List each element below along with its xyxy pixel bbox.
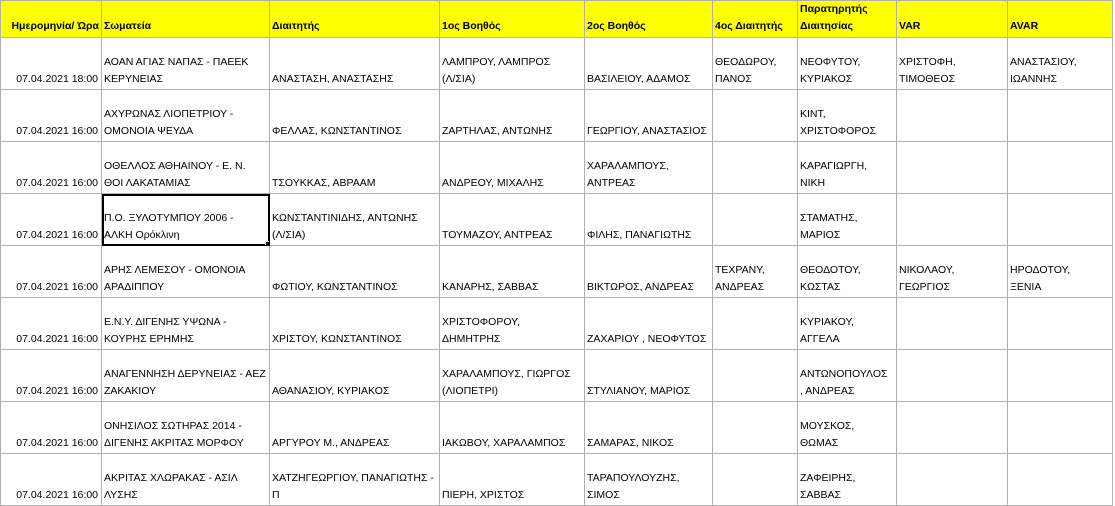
table-row bbox=[1, 90, 1113, 142]
referee-cell[interactable]: ΑΝΑΣΤΑΣΗ, ΑΝΑΣΤΑΣΗΣ bbox=[270, 38, 440, 90]
fourth-official-cell[interactable]: ΘΕΟΔΩΡΟΥ, ΠΑΝΟΣ bbox=[713, 38, 798, 90]
referee-cell[interactable]: ΦΩΤΙΟΥ, ΚΩΝΣΤΑΝΤΙΝΟΣ bbox=[270, 246, 440, 298]
assistant-1-cell[interactable]: ΙΑΚΩΒΟΥ, ΧΑΡΑΛΑΜΠΟΣ bbox=[440, 402, 585, 454]
avar-cell[interactable] bbox=[1008, 298, 1113, 350]
referee-cell[interactable]: ΦΕΛΛΑΣ, ΚΩΝΣΤΑΝΤΙΝΟΣ bbox=[270, 90, 440, 142]
fourth-official-cell[interactable]: ΤΕΧΡΑΝΥ, ΑΝΔΡΕΑΣ bbox=[713, 246, 798, 298]
header-referee[interactable]: Διαιτητής bbox=[270, 1, 440, 38]
date-time-cell[interactable]: 07.04.2021 16:00 bbox=[1, 90, 102, 142]
assistant-2-cell[interactable]: ΤΑΡΑΠΟΥΛΟΥΖΗΣ, ΣΙΜΟΣ bbox=[585, 454, 713, 506]
header-row bbox=[1, 1, 1113, 38]
var-cell[interactable]: ΧΡΙΣΤΟΦΗ, ΤΙΜΟΘΕΟΣ bbox=[897, 38, 1008, 90]
var-cell[interactable] bbox=[897, 298, 1008, 350]
fourth-official-cell[interactable] bbox=[713, 142, 798, 194]
date-time-cell[interactable]: 07.04.2021 16:00 bbox=[1, 194, 102, 246]
var-cell[interactable] bbox=[897, 142, 1008, 194]
table-row bbox=[1, 402, 1113, 454]
clubs-cell[interactable]: Π.Ο. ΞΥΛΟΤΥΜΠΟΥ 2006 - ΑΛΚΗ Ορόκλινη bbox=[102, 194, 270, 246]
avar-cell[interactable] bbox=[1008, 350, 1113, 402]
assistant-2-cell[interactable]: ΒΙΚΤΩΡΟΣ, ΑΝΔΡΕΑΣ bbox=[585, 246, 713, 298]
assistant-1-cell[interactable]: ΛΑΜΠΡΟΥ, ΛΑΜΠΡΟΣ (Λ/ΣΙΑ) bbox=[440, 38, 585, 90]
clubs-cell[interactable]: ΑΧΥΡΩΝΑΣ ΛΙΟΠΕΤΡΙΟΥ - ΟΜΟΝΟΙΑ ΨΕΥΔΑ bbox=[102, 90, 270, 142]
date-time-cell[interactable]: 07.04.2021 16:00 bbox=[1, 350, 102, 402]
date-time-cell[interactable]: 07.04.2021 16:00 bbox=[1, 246, 102, 298]
header-assistant-1[interactable]: 1ος Βοηθός bbox=[440, 1, 585, 38]
observer-cell[interactable]: ΚΙΝΤ, ΧΡΙΣΤΟΦΟΡΟΣ bbox=[798, 90, 897, 142]
header-date-time[interactable]: Ημερομηνία/ Ώρα bbox=[1, 1, 102, 38]
clubs-cell[interactable]: ΟΘΕΛΛΟΣ ΑΘΗΑΙΝΟΥ - Ε. Ν. ΘΟΙ ΛΑΚΑΤΑΜΙΑΣ bbox=[102, 142, 270, 194]
avar-cell[interactable] bbox=[1008, 402, 1113, 454]
referee-cell[interactable]: ΚΩΝΣΤΑΝΤΙΝΙΔΗΣ, ΑΝΤΩΝΗΣ (Λ/ΣΙΑ) bbox=[270, 194, 440, 246]
observer-cell[interactable]: ΚΑΡΑΓΙΩΡΓΗ, ΝΙΚΗ bbox=[798, 142, 897, 194]
referee-cell[interactable]: ΧΑΤΖΗΓΕΩΡΓΙΟΥ, ΠΑΝΑΓΙΩΤΗΣ - Π bbox=[270, 454, 440, 506]
avar-cell[interactable]: ΗΡΟΔΟΤΟΥ, ΞΕΝΙΑ bbox=[1008, 246, 1113, 298]
var-cell[interactable]: ΝΙΚΟΛΑΟΥ, ΓΕΩΡΓΙΟΣ bbox=[897, 246, 1008, 298]
var-cell[interactable] bbox=[897, 90, 1008, 142]
var-cell[interactable] bbox=[897, 402, 1008, 454]
fourth-official-cell[interactable] bbox=[713, 298, 798, 350]
referee-cell[interactable]: ΧΡΙΣΤΟΥ, ΚΩΝΣΤΑΝΤΙΝΟΣ bbox=[270, 298, 440, 350]
header-clubs[interactable]: Σωματεία bbox=[102, 1, 270, 38]
assistant-2-cell[interactable]: ΒΑΣΙΛΕΙΟΥ, ΑΔΑΜΟΣ bbox=[585, 38, 713, 90]
assistant-1-cell[interactable]: ΧΑΡΑΛΑΜΠΟΥΣ, ΓΙΩΡΓΟΣ (ΛΙΟΠΕΤΡΙ) bbox=[440, 350, 585, 402]
assistant-1-cell[interactable]: ΖΑΡΤΗΛΑΣ, ΑΝΤΩΝΗΣ bbox=[440, 90, 585, 142]
assistant-2-cell[interactable]: ΦΙΛΗΣ, ΠΑΝΑΓΙΩΤΗΣ bbox=[585, 194, 713, 246]
avar-cell[interactable] bbox=[1008, 194, 1113, 246]
table-row bbox=[1, 38, 1113, 90]
observer-cell[interactable]: ΖΑΦΕΙΡΗΣ, ΣΑΒΒΑΣ bbox=[798, 454, 897, 506]
referee-cell[interactable]: ΤΣΟΥΚΚΑΣ, ΑΒΡΑΑΜ bbox=[270, 142, 440, 194]
clubs-cell[interactable]: ΑΚΡΙΤΑΣ ΧΛΩΡΑΚΑΣ - ΑΣΙΛ ΛΥΣΗΣ bbox=[102, 454, 270, 506]
fourth-official-cell[interactable] bbox=[713, 90, 798, 142]
header-var[interactable]: VAR bbox=[897, 1, 1008, 38]
avar-cell[interactable]: ΑΝΑΣΤΑΣΙΟΥ, ΙΩΑΝΝΗΣ bbox=[1008, 38, 1113, 90]
date-time-cell[interactable]: 07.04.2021 18:00 bbox=[1, 38, 102, 90]
clubs-cell[interactable]: Ε.Ν.Υ. ΔΙΓΕΝΗΣ ΥΨΩΝΑ - ΚΟΥΡΗΣ ΕΡΗΜΗΣ bbox=[102, 298, 270, 350]
date-time-cell[interactable]: 07.04.2021 16:00 bbox=[1, 142, 102, 194]
observer-cell[interactable]: ΚΥΡΙΑΚΟΥ, ΑΓΓΕΛΑ bbox=[798, 298, 897, 350]
table-row bbox=[1, 142, 1113, 194]
clubs-cell[interactable]: ΑΡΗΣ ΛΕΜΕΣΟΥ - ΟΜΟΝΟΙΑ ΑΡΑΔΙΠΠΟΥ bbox=[102, 246, 270, 298]
clubs-cell[interactable]: ΑΟΑΝ ΑΓΙΑΣ ΝΑΠΑΣ - ΠΑΕΕΚ ΚΕΡΥΝΕΙΑΣ bbox=[102, 38, 270, 90]
assistant-2-cell[interactable]: ΣΤΥΛΙΑΝΟΥ, ΜΑΡΙΟΣ bbox=[585, 350, 713, 402]
referee-cell[interactable]: ΑΘΑΝΑΣΙΟΥ, ΚΥΡΙΑΚΟΣ bbox=[270, 350, 440, 402]
fourth-official-cell[interactable] bbox=[713, 402, 798, 454]
observer-cell[interactable]: ΜΟΥΣΚΟΣ, ΘΩΜΑΣ bbox=[798, 402, 897, 454]
observer-cell[interactable]: ΣΤΑΜΑΤΗΣ, ΜΑΡΙΟΣ bbox=[798, 194, 897, 246]
clubs-cell[interactable]: ΟΝΗΣΙΛΟΣ ΣΩΤΗΡΑΣ 2014 - ΔΙΓΕΝΗΣ ΑΚΡΙΤΑΣ ΜΟΡΦΟΥ bbox=[102, 402, 270, 454]
table-row bbox=[1, 298, 1113, 350]
table-row bbox=[1, 194, 1113, 246]
date-time-cell[interactable]: 07.04.2021 16:00 bbox=[1, 454, 102, 506]
assistant-1-cell[interactable]: ΠΙΕΡΗ, ΧΡΙΣΤΟΣ bbox=[440, 454, 585, 506]
assistant-2-cell[interactable]: ΣΑΜΑΡΑΣ, ΝΙΚΟΣ bbox=[585, 402, 713, 454]
fourth-official-cell[interactable] bbox=[713, 350, 798, 402]
observer-cell[interactable]: ΝΕΟΦΥΤΟΥ, ΚΥΡΙΑΚΟΣ bbox=[798, 38, 897, 90]
header-fourth-official[interactable]: 4ος Διαιτητής bbox=[713, 1, 798, 38]
assistant-2-cell[interactable]: ΧΑΡΑΛΑΜΠΟΥΣ, ΑΝΤΡΕΑΣ bbox=[585, 142, 713, 194]
table-row bbox=[1, 246, 1113, 298]
header-assistant-2[interactable]: 2ος Βοηθός bbox=[585, 1, 713, 38]
date-time-cell[interactable]: 07.04.2021 16:00 bbox=[1, 298, 102, 350]
avar-cell[interactable] bbox=[1008, 90, 1113, 142]
assistant-1-cell[interactable]: ΚΑΝΑΡΗΣ, ΣΑΒΒΑΣ bbox=[440, 246, 585, 298]
avar-cell[interactable] bbox=[1008, 142, 1113, 194]
assistant-1-cell[interactable]: ΑΝΔΡΕΟΥ, ΜΙΧΑΛΗΣ bbox=[440, 142, 585, 194]
observer-cell[interactable]: ΘΕΟΔΟΤΟΥ, ΚΩΣΤΑΣ bbox=[798, 246, 897, 298]
referee-cell[interactable]: ΑΡΓΥΡΟΥ Μ., ΑΝΔΡΕΑΣ bbox=[270, 402, 440, 454]
header-referee-observer[interactable]: Παρατηρητής Διαιτησίας bbox=[798, 1, 897, 38]
assistant-1-cell[interactable]: ΤΟΥΜΑΖΟΥ, ΑΝΤΡΕΑΣ bbox=[440, 194, 585, 246]
clubs-cell[interactable]: ΑΝΑΓΕΝΝΗΣΗ ΔΕΡΥΝΕΙΑΣ - ΑΕΖ ΖΑΚΑΚΙΟΥ bbox=[102, 350, 270, 402]
var-cell[interactable] bbox=[897, 350, 1008, 402]
table-row bbox=[1, 350, 1113, 402]
header-avar[interactable]: AVAR bbox=[1008, 1, 1113, 38]
var-cell[interactable] bbox=[897, 194, 1008, 246]
fourth-official-cell[interactable] bbox=[713, 194, 798, 246]
assistant-2-cell[interactable]: ΓΕΩΡΓΙΟΥ, ΑΝΑΣΤΑΣΙΟΣ bbox=[585, 90, 713, 142]
assistant-1-cell[interactable]: ΧΡΙΣΤΟΦΟΡΟΥ, ΔΗΜΗΤΡΗΣ bbox=[440, 298, 585, 350]
date-time-cell[interactable]: 07.04.2021 16:00 bbox=[1, 402, 102, 454]
assistant-2-cell[interactable]: ΖΑΧΑΡΙΟΥ , ΝΕΟΦΥΤΟΣ bbox=[585, 298, 713, 350]
observer-cell[interactable]: ΑΝΤΩΝΟΠΟΥΛΟΣ , ΑΝΔΡΕΑΣ bbox=[798, 350, 897, 402]
